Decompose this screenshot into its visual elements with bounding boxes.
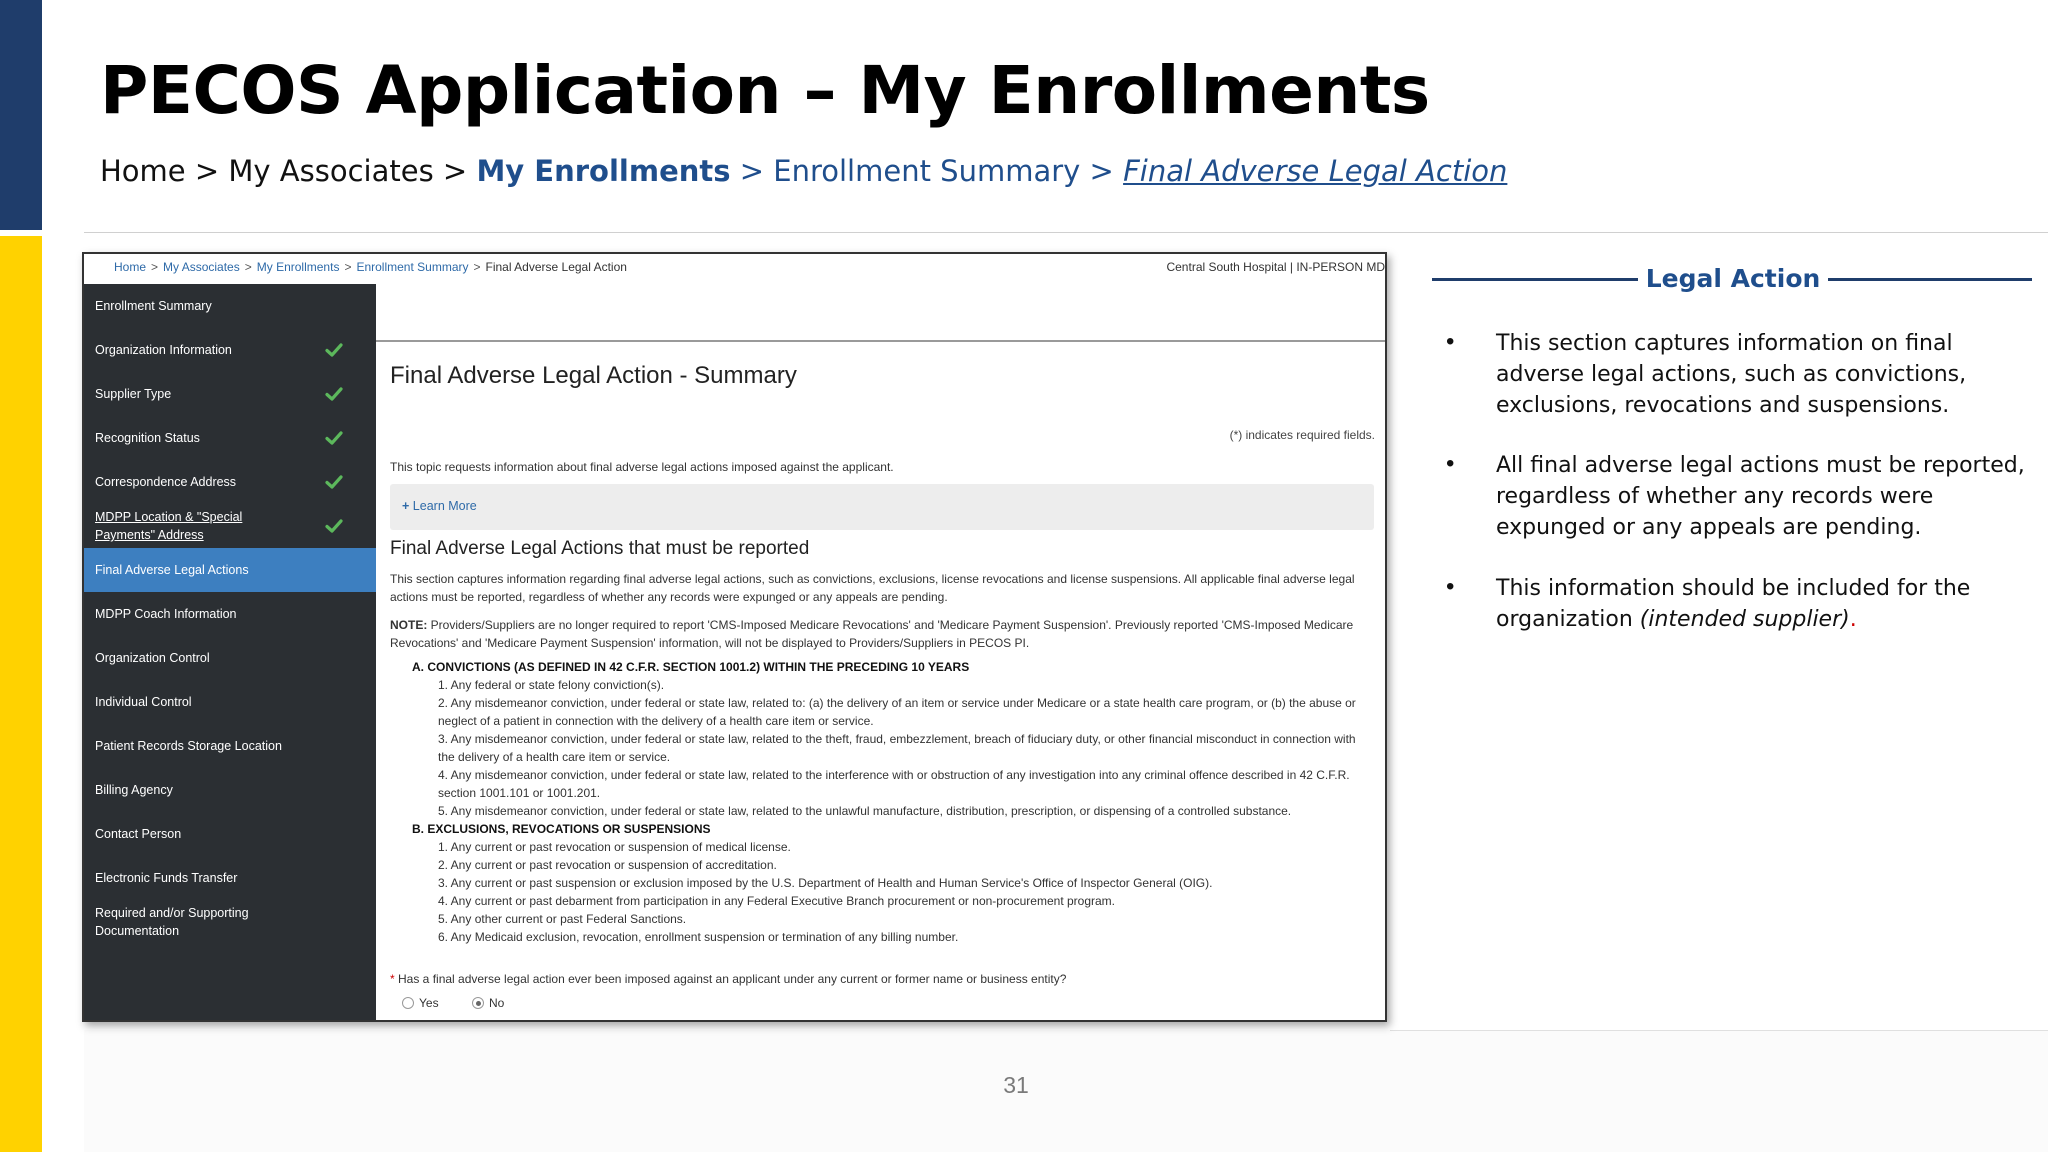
sidebar-item-label: MDPP Location & "Special Payments" Address	[95, 510, 243, 542]
sidebar-item-contact-person[interactable]	[84, 812, 376, 856]
check-icon	[324, 384, 344, 404]
crumb-summary: Enrollment Summary	[773, 154, 1081, 188]
list-item: 2. Any misdemeanor conviction, under federal or state law, related to: (a) the delivery of an item or service under Medicare or a state health care program, or (b) the abuse or neglect of a patient in connection with the delivery of a health care item or service.	[438, 696, 1356, 728]
sidebar-item-label: Individual Control	[95, 695, 192, 709]
sidebar-item-final-adverse-legal-actions[interactable]	[84, 548, 376, 592]
page-number: 31	[1003, 1072, 1029, 1098]
bullet-icon: •	[1446, 450, 1455, 477]
bullet-text-emphasis: (intended supplier)	[1639, 607, 1850, 632]
note-label: NOTE:	[390, 618, 428, 632]
check-icon	[324, 340, 344, 360]
list-item: 6. Any Medicaid exclusion, revocation, enrollment suspension or termination of any billing number.	[438, 930, 959, 944]
radio-label: Yes	[419, 996, 439, 1010]
sidebar-item-label: Contact Person	[95, 827, 182, 841]
radio-label: No	[489, 996, 505, 1010]
sidebar-item-organization-information[interactable]	[84, 328, 376, 372]
sidebar-item-label: Organization Control	[95, 651, 210, 665]
sidebar-item-enrollment-summary[interactable]	[84, 284, 376, 328]
question-text: Has a final adverse legal action ever been imposed against an applicant under any current or former name or business entity?	[394, 972, 1067, 986]
sidebar-item-label: Recognition Status	[95, 431, 200, 445]
footer-area	[84, 1030, 2048, 1152]
bullet-text: All final adverse legal actions must be reported, regardless of whether any records were expunged or any appeals are pending.	[1496, 453, 2025, 540]
crumb-enrollments: My Enrollments	[476, 154, 731, 188]
sidebar-item-recognition-status[interactable]	[84, 416, 376, 460]
list-item: 3. Any misdemeanor conviction, under federal or state law, related to the theft, fraud, embezzlement, breach of fiduciary duty, or other financial misconduct in connection with the delivery of a health care item or service.	[438, 732, 1356, 764]
app-crumb-sep: >	[151, 260, 159, 274]
slide-breadcrumb	[100, 154, 1507, 188]
legal-action-question	[390, 972, 1066, 986]
sidebar-item-mdpp-coach-information[interactable]	[84, 592, 376, 636]
app-crumb-summary[interactable]: Enrollment Summary	[356, 260, 469, 274]
check-icon	[324, 516, 344, 536]
crumb-home: Home	[100, 154, 186, 188]
divider	[376, 340, 1387, 342]
sidebar-item-label: Correspondence Address	[95, 475, 237, 489]
main-content	[376, 284, 1387, 1022]
divider	[1432, 278, 1638, 281]
app-crumb-associates[interactable]: My Associates	[163, 260, 240, 274]
check-icon	[324, 428, 344, 448]
crumb-sep: >	[1089, 154, 1114, 188]
topic-description: This topic requests information about final adverse legal actions imposed against the applicant.	[390, 460, 894, 474]
app-breadcrumb	[84, 254, 1385, 284]
divider	[1828, 278, 2032, 281]
sidebar-item-label: Patient Records Storage Location	[95, 739, 282, 753]
app-crumb-home[interactable]: Home	[114, 260, 147, 274]
sidebar-item-label: Enrollment Summary	[95, 299, 212, 313]
list-item: 3. Any current or past suspension or exclusion imposed by the U.S. Department of Health and Human Service's Office of Inspector General (OIG).	[438, 876, 1213, 890]
plus-icon: +	[402, 499, 410, 513]
sidebar-item-billing-agency[interactable]	[84, 768, 376, 812]
app-crumb-current: Final Adverse Legal Action	[485, 260, 627, 274]
check-icon	[324, 472, 344, 492]
list-item: 4. Any misdemeanor conviction, under federal or state law, related to the interference with or obstruction of any investigation into any criminal offence described in 42 C.F.R. section 1001.101 or 1001.201.	[438, 768, 1350, 800]
radio-button[interactable]	[402, 997, 414, 1009]
radio-yes[interactable]	[402, 996, 439, 1010]
learn-more-panel[interactable]	[390, 484, 1374, 530]
app-crumb-sep: >	[473, 260, 481, 274]
crumb-sep: >	[442, 154, 468, 188]
sidebar-item-label: Billing Agency	[95, 783, 173, 797]
bullet-icon: •	[1446, 573, 1455, 600]
note-text: Providers/Suppliers are no longer required to report 'CMS-Imposed Medicare Revocations' and 'Medicare Payment Suspension'. Previously reported 'CMS-Imposed Medicare Revocations' and 'Medicare Payment Suspension' information, will not be displayed to Providers/Suppliers in PECOS PI.	[390, 618, 1354, 650]
sidebar-item-mdpp-location[interactable]	[84, 504, 376, 548]
required-fields-note: (*) indicates required fields.	[1229, 428, 1375, 442]
list-item: 5. Any other current or past Federal Sanctions.	[438, 912, 687, 926]
crumb-final-link[interactable]: Final Adverse Legal Action	[1123, 154, 1508, 188]
sidebar-item-label: Final Adverse Legal Actions	[95, 563, 249, 577]
sidebar-item-label: Electronic Funds Transfer	[95, 871, 238, 885]
list-item: 1. Any current or past revocation or suspension of medical license.	[438, 840, 791, 854]
sidebar-item-electronic-funds-transfer[interactable]	[84, 856, 376, 900]
app-crumb-sep: >	[244, 260, 252, 274]
accent-bar-blue	[0, 0, 42, 230]
divider	[84, 232, 2048, 233]
radio-no[interactable]	[472, 996, 504, 1010]
sidebar-item-label: Organization Information	[95, 343, 232, 357]
sidebar-item-correspondence-address[interactable]	[84, 460, 376, 504]
learn-more-link[interactable]: Learn More	[412, 499, 477, 513]
section-description: This section captures information regarding final adverse legal actions, such as convictions, exclusions, license revocations and license suspensions. All applicable final adverse legal actions must be reported, regardless of whether any records were expunged or any appeals are pending.	[390, 572, 1355, 604]
bullet-text	[1496, 573, 2026, 635]
sidebar-item-organization-control[interactable]	[84, 636, 376, 680]
crumb-associates: My Associates	[228, 154, 434, 188]
section-title: Final Adverse Legal Actions that must be reported	[390, 538, 810, 559]
sidebar-item-label: MDPP Coach Information	[95, 607, 237, 621]
crumb-sep: >	[194, 154, 220, 188]
panel-title: Legal Action	[1645, 264, 1821, 293]
sidebar-item-required-documentation[interactable]	[84, 900, 376, 944]
app-crumb-sep: >	[344, 260, 352, 274]
app-crumb-enrollments[interactable]: My Enrollments	[256, 260, 340, 274]
sidebar-item-label: Supplier Type	[95, 387, 172, 401]
sidebar-item-label: Required and/or Supporting Documentation	[95, 906, 249, 938]
sidebar-item-supplier-type[interactable]	[84, 372, 376, 416]
bullet-icon: •	[1446, 328, 1455, 355]
sidebar-item-patient-records[interactable]	[84, 724, 376, 768]
org-context: Central South Hospital | IN-PERSON MD	[1166, 260, 1385, 274]
list-b-heading: B. EXCLUSIONS, REVOCATIONS OR SUSPENSIONS	[412, 822, 711, 836]
list-item: 4. Any current or past debarment from participation in any Federal Executive Branch procurement or non-procurement program.	[438, 894, 1115, 908]
list-a-heading: A. CONVICTIONS (AS DEFINED IN 42 C.F.R. SECTION 1001.2) WITHIN THE PRECEDING 10 YEARS	[412, 660, 970, 674]
note-paragraph	[390, 616, 1380, 652]
sidebar	[84, 284, 376, 1022]
list-item: 5. Any misdemeanor conviction, under federal or state law, related to the unlawful manufacture, distribution, prescription, or dispensing of a controlled substance.	[438, 804, 1292, 818]
accent-bar-yellow	[0, 236, 42, 1152]
list-item: 1. Any federal or state felony conviction(s).	[438, 678, 665, 692]
page-title: Final Adverse Legal Action - Summary	[390, 362, 797, 389]
required-marker: *	[390, 972, 395, 986]
list-item: 2. Any current or past revocation or suspension of accreditation.	[438, 858, 777, 872]
radio-button-selected[interactable]	[472, 997, 484, 1009]
slide-title: PECOS Application – My Enrollments	[100, 52, 1430, 129]
divider	[1390, 1030, 2048, 1031]
bullet-text-part: This information should be included for the organization	[1496, 576, 1971, 632]
pecos-screenshot	[82, 252, 1387, 1022]
bullet-text: This section captures information on final adverse legal actions, such as convictions, exclusions, revocations and suspensions.	[1496, 331, 1967, 418]
crumb-sep: >	[739, 154, 765, 188]
bullet-text-period: .	[1849, 607, 1857, 632]
sidebar-item-individual-control[interactable]	[84, 680, 376, 724]
